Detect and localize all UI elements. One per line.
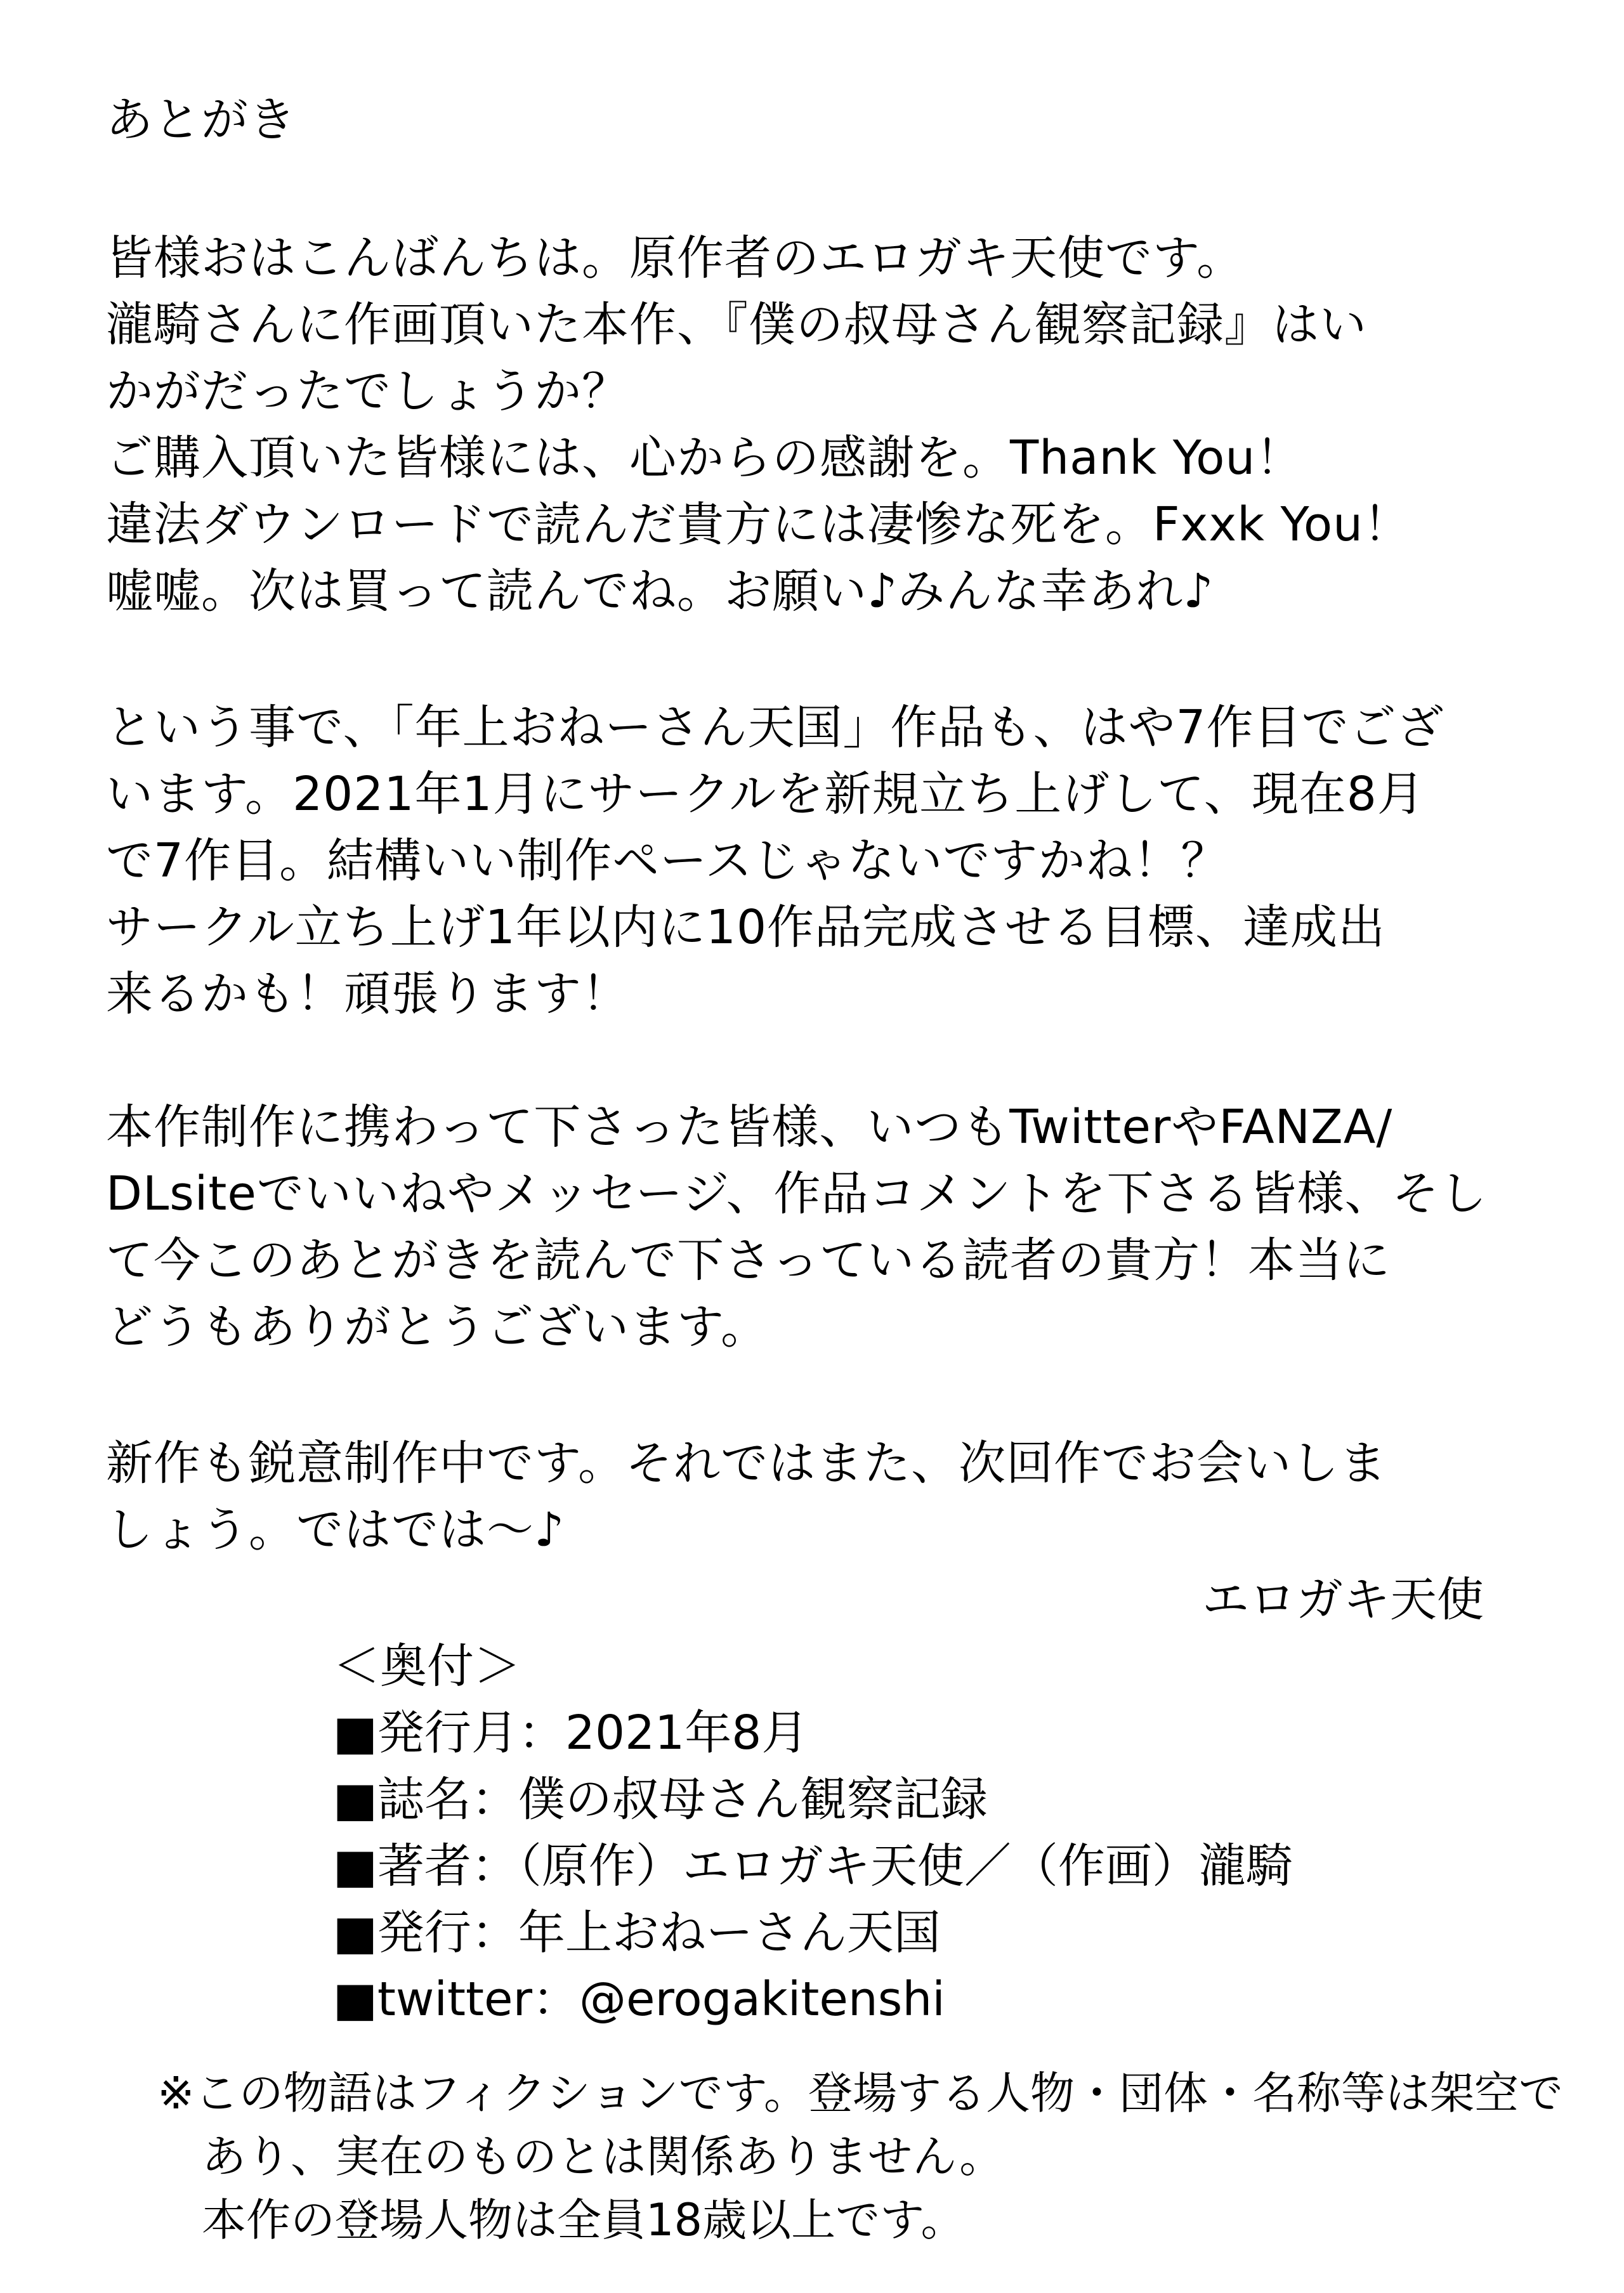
disclaimer-line-1: ※この物語はフィクションです。登場する人物・団体・名称等は架空で xyxy=(157,2067,1564,2119)
paragraph-3-line-4: どうもありがとうございます。 xyxy=(106,1300,769,1354)
colophon-item-issue-month: ■発行月：2021年8月 xyxy=(333,1706,809,1760)
paragraph-3-line-2: DLsiteでいいねやメッセージ、作品コメントを下さる皆様、そし xyxy=(106,1166,1488,1221)
disclaimer-line-2: あり、実在のものとは関係ありません。 xyxy=(202,2131,1004,2183)
disclaimer-line-3: 本作の登場人物は全員18歳以上です。 xyxy=(202,2194,966,2246)
paragraph-2-line-5: 来るかも！頑張ります！ xyxy=(106,967,629,1021)
paragraph-2-line-2: います。2021年1月にサークルを新規立ち上げして、現在8月 xyxy=(106,767,1425,821)
paragraph-1-line-2: 瀧騎さんに作画頂いた本作、『僕の叔母さん観察記録』はい xyxy=(106,297,1367,352)
paragraph-1-line-5: 違法ダウンロードで読んだ貴方には凄惨な死を。Fxxk You！ xyxy=(106,497,1411,552)
paragraph-1-line-1: 皆様おはこんばんちは。原作者のエロガキ天使です。 xyxy=(106,231,1245,285)
paragraph-2-line-4: サークル立ち上げ1年以内に10作品完成させる目標、達成出 xyxy=(106,900,1386,955)
colophon-item-title: ■誌名：僕の叔母さん観察記録 xyxy=(333,1772,988,1827)
paragraph-2-line-1: という事で、「年上おねーさん天国」作品も、はや7作目でござ xyxy=(106,700,1444,755)
paragraph-3-line-3: て今このあとがきを読んで下さっている読者の貴方！本当に xyxy=(106,1233,1391,1288)
paragraph-1-line-3: かがだったでしょうか？ xyxy=(106,364,629,419)
colophon-item-authors: ■著者：（原作）エロガキ天使／（作画）瀧騎 xyxy=(333,1839,1293,1893)
colophon-item-twitter: ■twitter：@erogakitenshi xyxy=(333,1972,945,2027)
paragraph-4-line-2: しょう。ではでは～♪ xyxy=(106,1503,565,1557)
paragraph-1-line-6: 嘘嘘。次は買って読んでね。お願い♪みんな幸あれ♪ xyxy=(106,564,1214,618)
colophon-item-publisher: ■発行：年上おねーさん天国 xyxy=(333,1905,941,1960)
colophon-heading: ＜奥付＞ xyxy=(333,1639,521,1694)
paragraph-1-line-4: ご購入頂いた皆様には、心からの感謝を。Thank You！ xyxy=(106,431,1304,485)
paragraph-3-line-1: 本作制作に携わって下さった皆様、いつもTwitterやFANZA/ xyxy=(106,1100,1393,1154)
paragraph-4-line-1: 新作も鋭意制作中です。それではまた、次回作でお会いしま xyxy=(106,1436,1387,1491)
author-signature: エロガキ天使 xyxy=(1202,1572,1484,1627)
paragraph-2-line-3: で7作目。結構いい制作ペースじゃないですかね！？ xyxy=(106,833,1229,888)
afterword-heading: あとがき xyxy=(106,93,296,147)
